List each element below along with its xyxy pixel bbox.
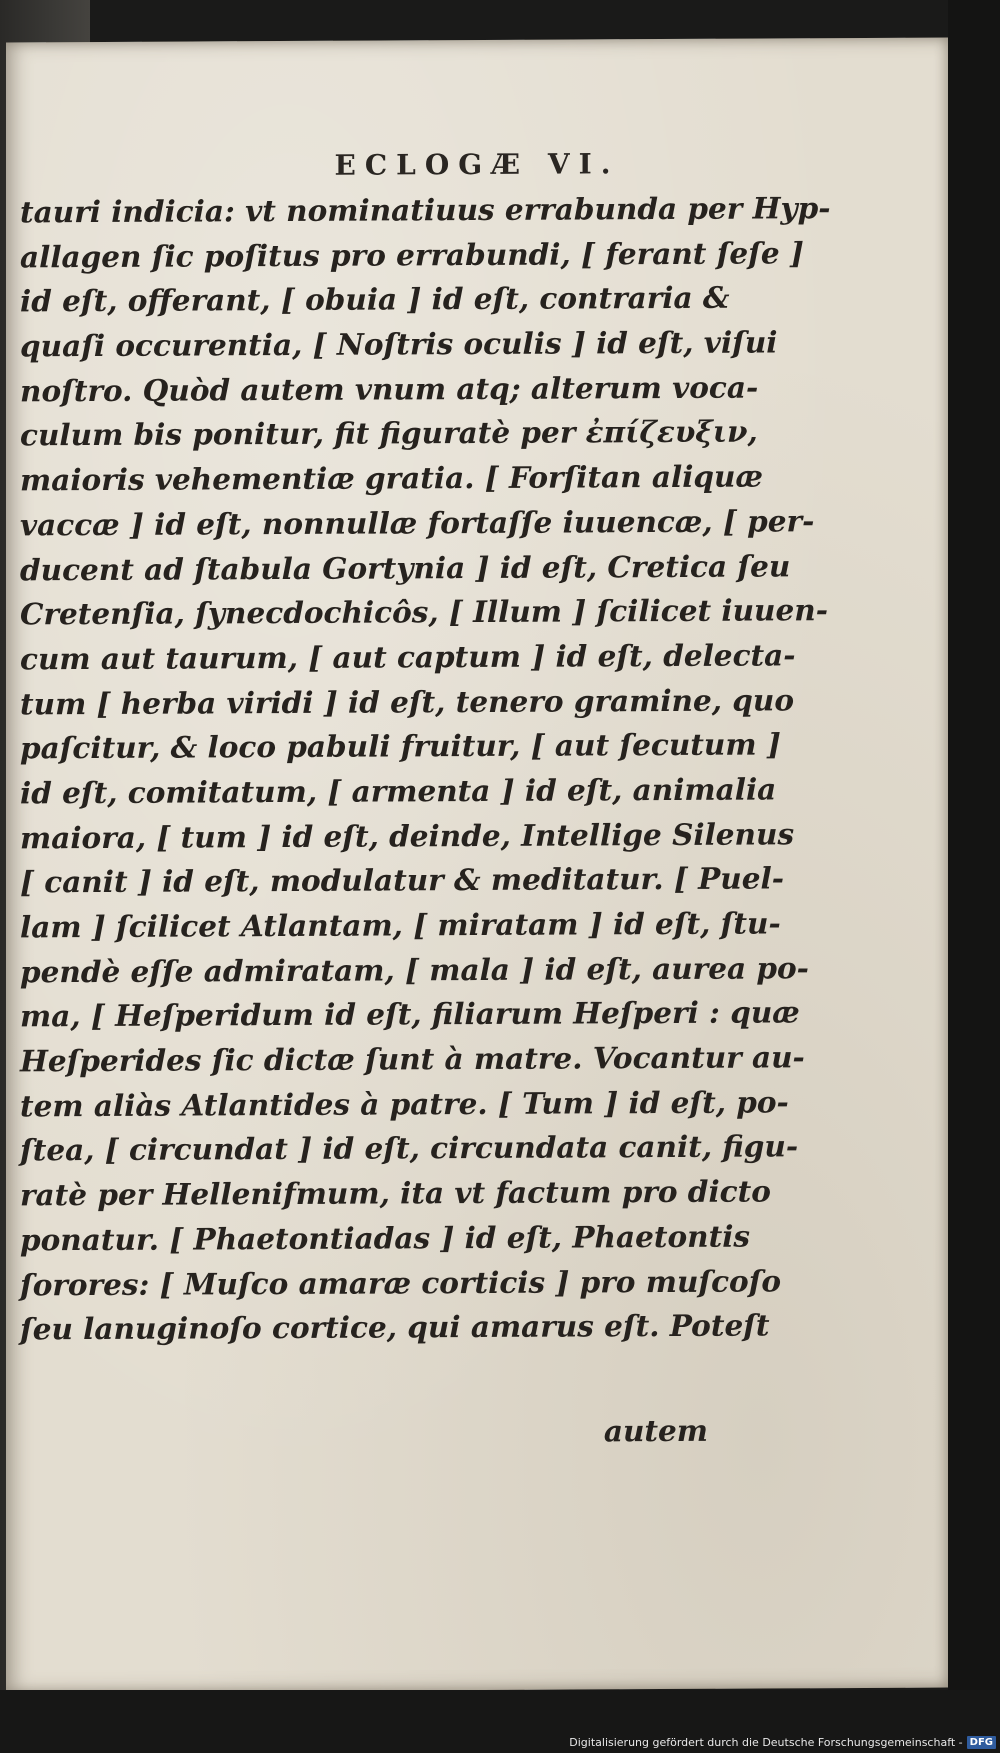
text-line: tauri indicia: vt nominatiuus errabunda per Hyp- (20, 190, 831, 230)
text-line: id eſt, offerant, [ obuia ] id eſt, contraria & (20, 280, 730, 319)
text-line: ſeu lanuginoſo cortice, qui amarus eſt. Poteſt (20, 1307, 770, 1347)
text-line: tum [ herba viridi ] id eſt, tenero gramine, quo (20, 681, 795, 721)
text-line: ma, [ Heſperidum id eſt, filiarum Heſperi : quæ (20, 994, 800, 1034)
credit-text: Digitalisierung gefördert durch die Deutsche Forschungsgemeinschaft - (569, 1736, 963, 1749)
text-line: pendè eſſe admiratam, [ mala ] id eſt, aurea po- (20, 949, 809, 990)
dfg-logo-icon: DFG (967, 1736, 996, 1749)
text-line: Heſperides ſic dictæ ſunt à matre. Vocantur au- (20, 1039, 805, 1079)
text-line: [ canit ] id eſt, modulatur & meditatur. [ Puel- (20, 860, 784, 900)
text-line: ducent ad ſtabula Gortynia ] id eſt, Cretica ſeu (20, 547, 791, 587)
text-line: quaſi occurentia, [ Noſtris oculis ] id eſt, viſui (20, 324, 778, 364)
catchword: autem (603, 1412, 708, 1449)
text-line: ponatur. [ Phaetontiadas ] id eſt, Phaetontis (20, 1218, 751, 1258)
text-line: ratè per Hellenifmum, ita vt factum pro dicto (20, 1173, 771, 1213)
book-page (6, 38, 948, 1693)
text-line: maioris vehementiæ gratia. [ Forſitan aliquæ (20, 458, 763, 498)
text-line: paſcitur, & loco pabuli fruitur, [ aut ſecutum ] (20, 726, 781, 766)
text-line: lam ] ſcilicet Atlantam, [ miratam ] id eſt, ſtu- (20, 905, 781, 945)
text-line: maiora, [ tum ] id eſt, deinde, Intellige Silenus (20, 815, 795, 856)
text-line: ſtea, [ circundat ] id eſt, circundata canit, figu- (20, 1128, 799, 1168)
digitization-credit (569, 1736, 996, 1749)
book-edge-right (948, 0, 1000, 1753)
text-line: culum bis ponitur, fit figuratè per ἐπίζευξιν, (20, 413, 758, 453)
text-line: vaccæ ] id eſt, nonnullæ fortaſſe iuuencæ, [ per- (20, 503, 815, 543)
text-line: tem aliàs Atlantides à patre. [ Tum ] id eſt, po- (20, 1084, 789, 1124)
running-header: ECLOGÆ VI. (334, 147, 620, 182)
text-line: noſtro. Quòd autem vnum atq; alterum voca- (20, 369, 759, 409)
text-line: id eſt, comitatum, [ armenta ] id eſt, animalia (20, 771, 777, 811)
text-line: allagen ſic poſitus pro errabundi, [ ferant ſeſe ] (20, 234, 804, 275)
page-text (20, 187, 831, 1353)
text-line: Cretenſia, ſynecdochicôs, [ Illum ] ſcilicet iuuen- (20, 592, 828, 632)
text-line: cum aut taurum, [ aut captum ] id eſt, delecta- (20, 637, 796, 677)
text-line: ſorores: [ Muſco amaræ corticis ] pro muſcoſo (20, 1262, 782, 1302)
